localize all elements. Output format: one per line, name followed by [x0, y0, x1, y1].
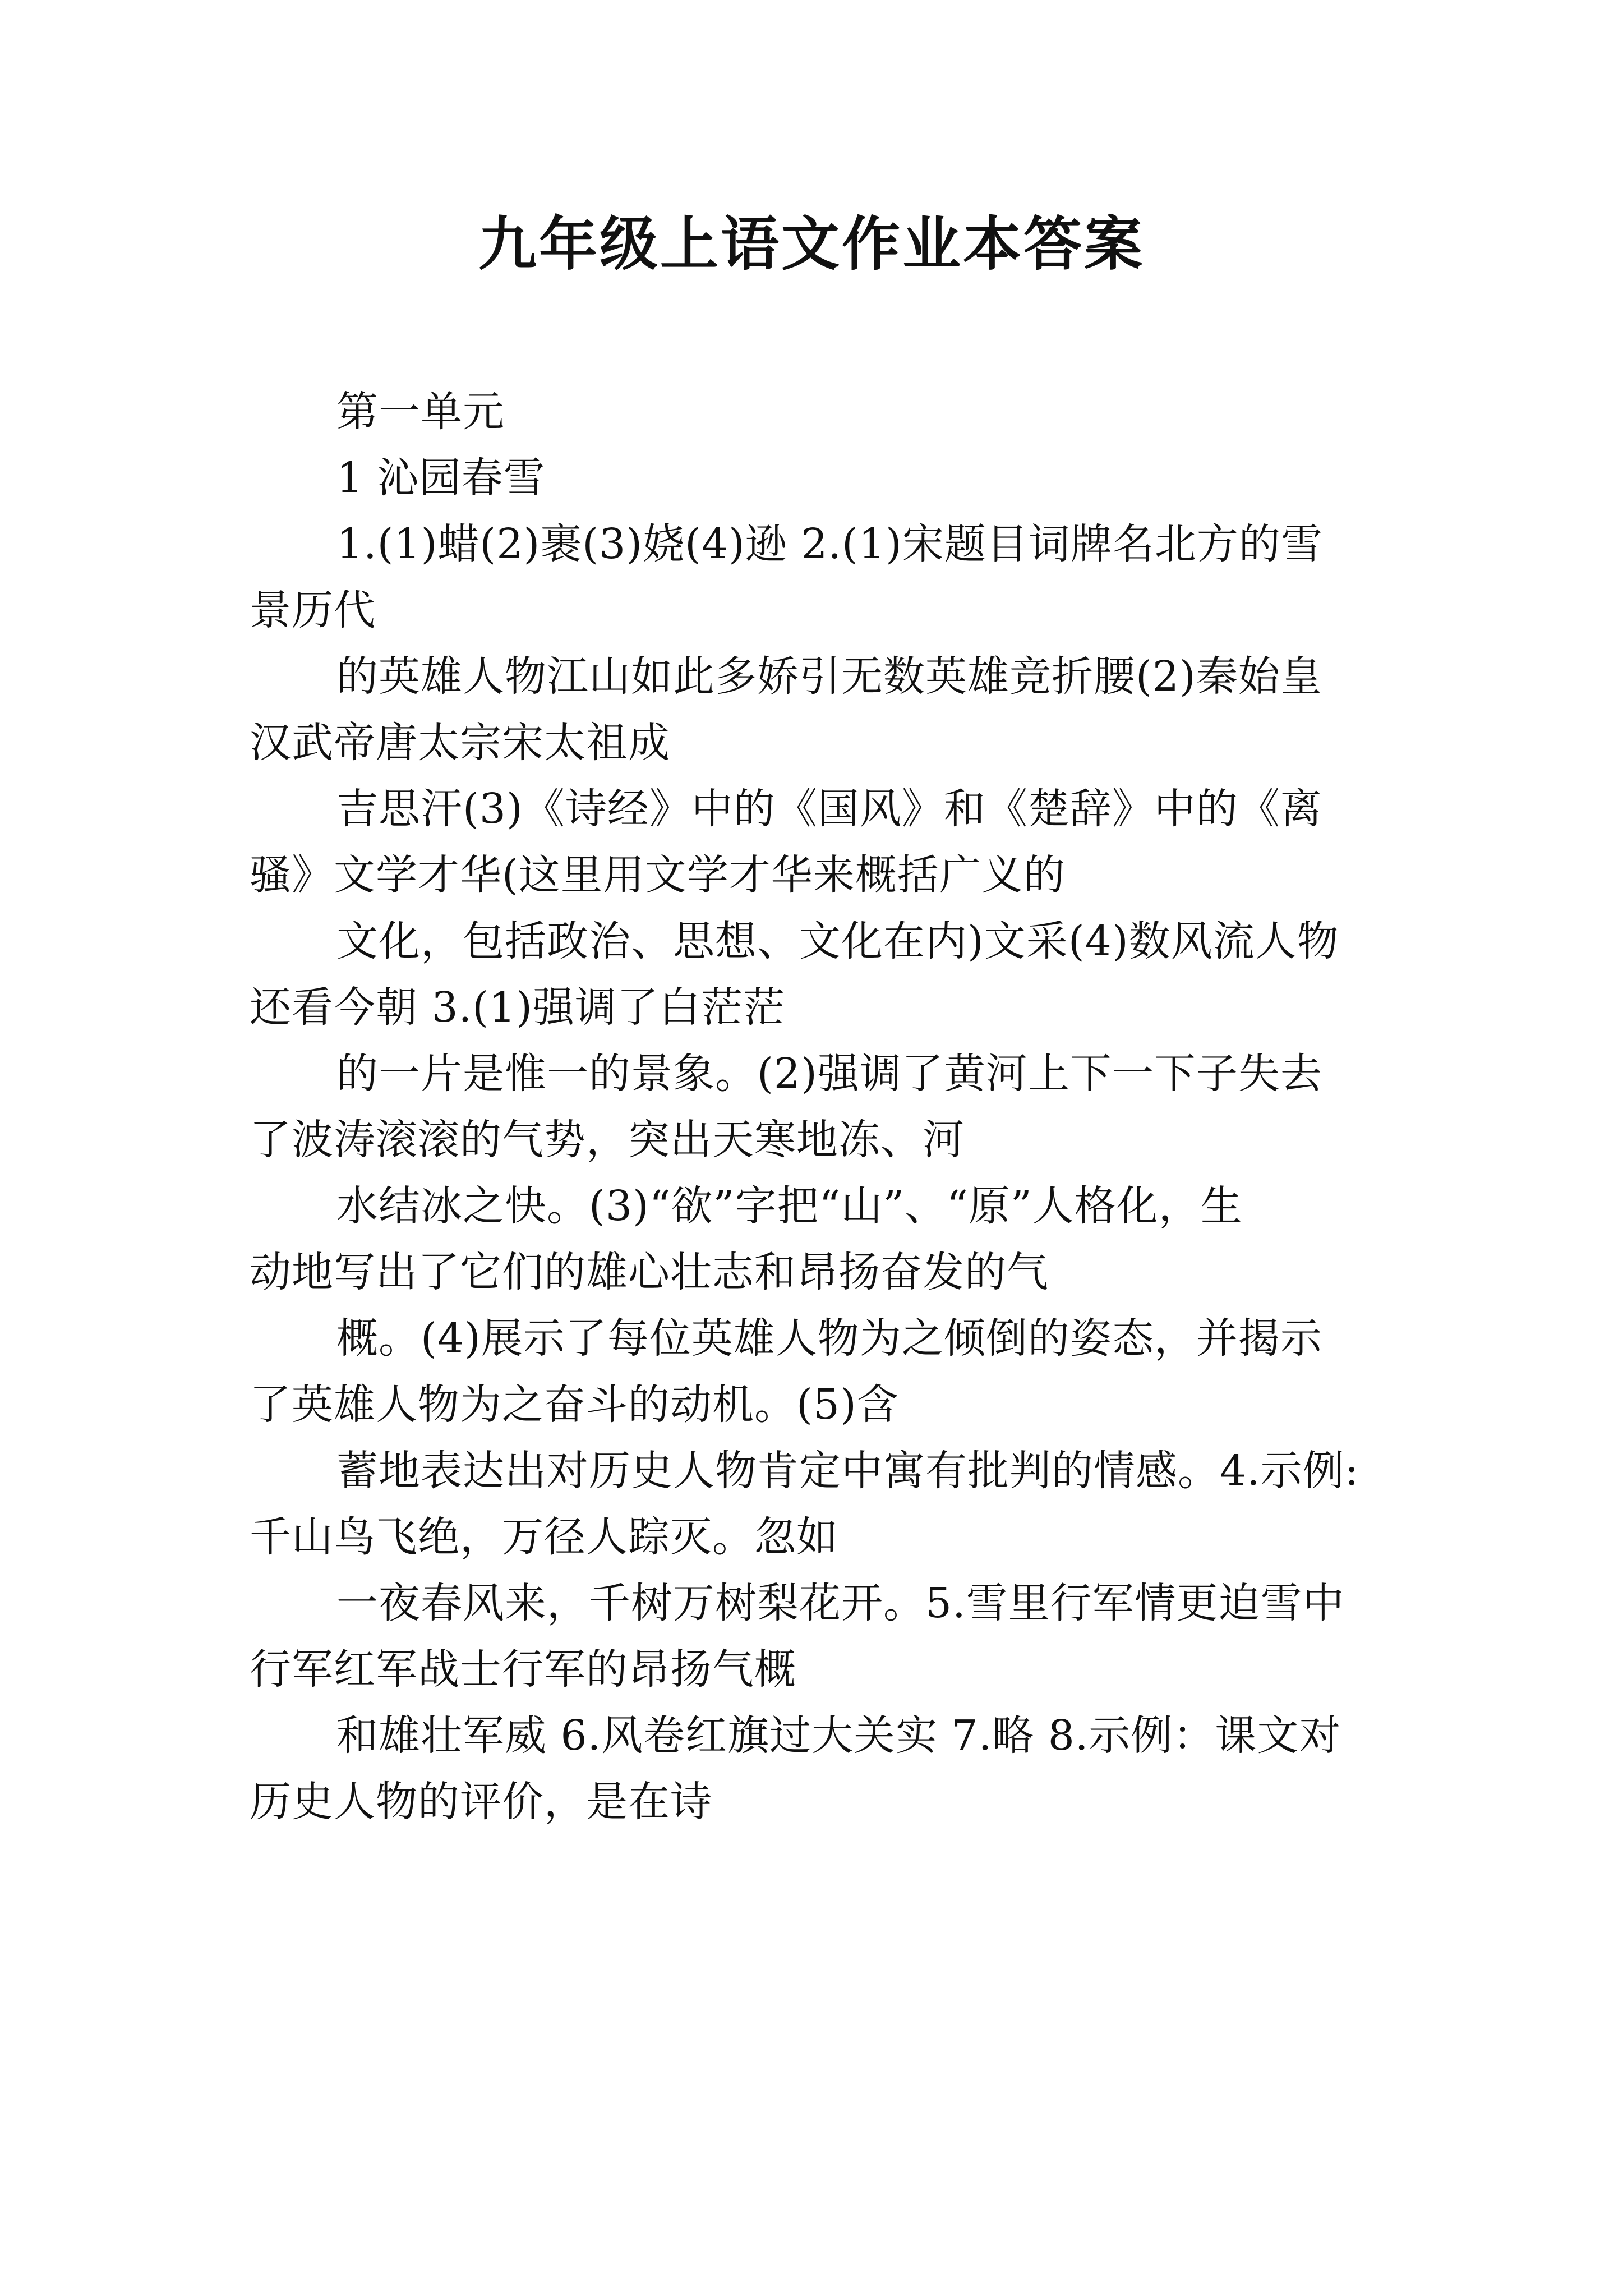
- body-line: 还看今朝 3.(1)强调了白茫茫: [250, 983, 785, 1032]
- body-line: 汉武帝唐太宗宋太祖成: [250, 719, 670, 767]
- body-line: 骚》文学才华(这里用文学才华来概括广义的: [250, 851, 1066, 899]
- body-line: 蓄地表达出对历史人物肯定中寓有批判的情感。4.示例:: [336, 1447, 1359, 1495]
- body-line: 的英雄人物江山如此多娇引无数英雄竞折腰(2)秦始皇: [336, 652, 1322, 701]
- body-line: 动地写出了它们的雄心壮志和昂扬奋发的气: [250, 1248, 1049, 1296]
- body-line: 1 沁园春雪: [336, 454, 546, 502]
- body-line: 的一片是惟一的景象。(2)强调了黄河上下一下子失去: [336, 1050, 1322, 1098]
- body-line: 第一单元: [336, 388, 505, 436]
- body-line: 和雄壮军威 6.风卷红旗过大关实 7.略 8.示例：课文对: [336, 1711, 1341, 1760]
- body-line: 1.(1)蜡(2)裹(3)娆(4)逊 2.(1)宋题目词牌名北方的雪: [336, 520, 1323, 568]
- body-line: 了英雄人物为之奋斗的动机。(5)含: [250, 1381, 899, 1429]
- document-body: [250, 379, 1388, 1835]
- body-line: 吉思汗(3)《诗经》中的《国风》和《楚辞》中的《离: [336, 785, 1322, 833]
- body-line: 了波涛滚滚的气势，突出天寒地冻、河: [250, 1116, 965, 1164]
- body-line: 历史人物的评价，是在诗: [250, 1778, 712, 1826]
- document-title: 九年级上语文作业本答案: [478, 209, 1145, 278]
- body-line: 一夜春风来，千树万树梨花开。5.雪里行军情更迫雪中: [336, 1579, 1345, 1627]
- body-line: 千山鸟飞绝，万径人踪灭。忽如: [250, 1513, 838, 1561]
- body-line: 景历代: [250, 586, 376, 634]
- body-line: 行军红军战士行军的昂扬气概: [250, 1645, 796, 1694]
- body-line: 文化，包括政治、思想、文化在内)文采(4)数风流人物: [336, 917, 1339, 965]
- body-line: 概。(4)展示了每位英雄人物为之倾倒的姿态，并揭示: [336, 1314, 1322, 1363]
- body-line: 水结冰之快。(3)“欲”字把“山”、“原”人格化，生: [336, 1182, 1243, 1230]
